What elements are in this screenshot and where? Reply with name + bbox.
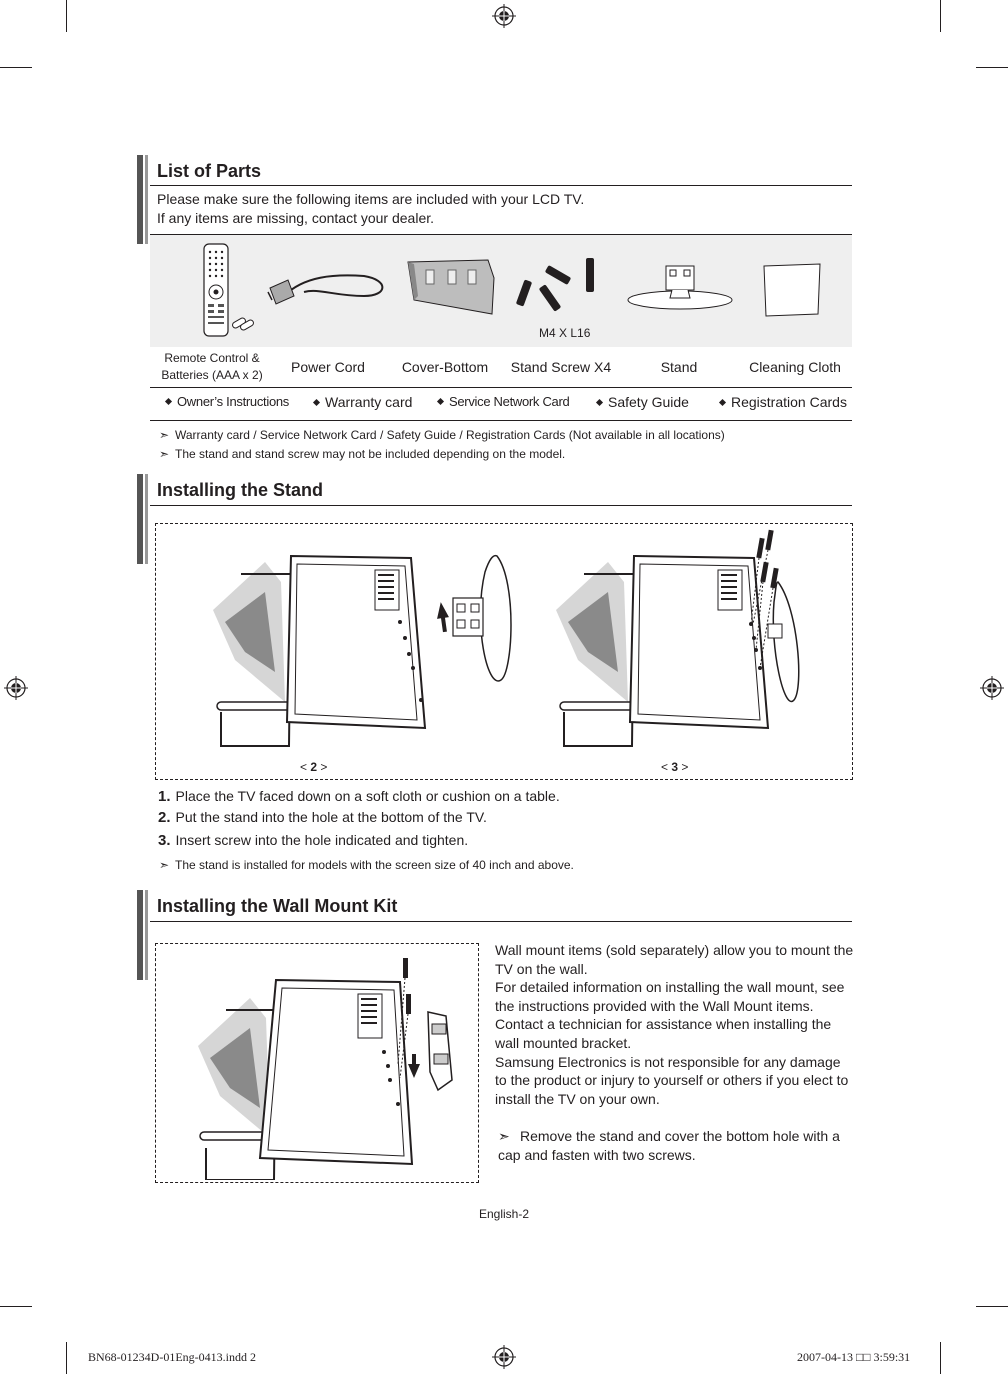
note-line: ➣ Remove the stand and cover the bottom hole with a cap and fasten with two screws. [498,1128,840,1163]
wall-mount-illustration [190,954,470,1180]
timestamp-slug: 2007-04-13 □□ 3:59:31 [797,1350,911,1364]
section-marker [145,890,148,980]
section-marker [145,474,148,564]
bullet-icon [719,399,726,406]
power-cord-icon [264,266,390,312]
document-item: Warranty card [314,394,412,410]
registration-mark-icon [492,4,516,28]
wall-mount-description [495,941,855,1108]
section-marker [145,155,148,244]
document-item: Registration Cards [720,394,847,410]
section-title: Installing the Stand [157,480,324,500]
part-label: Remote Control & Batteries (AAA x 2) [161,351,263,382]
screw-spec-label: M4 X L16 [539,326,591,340]
figure-caption: < 2 > [300,760,328,774]
instruction-step: 1. Place the TV faced down on a soft cloth or cushion on a table. [158,788,560,805]
page-number: English-2 [478,1207,530,1221]
part-label: Power Cord [291,359,365,375]
intro-line: If any items are missing, contact your dealer. [157,210,435,226]
remote-control-icon [196,242,258,338]
note-line: ➣ The stand is installed for models with the screen size of 40 inch and above. [159,858,574,872]
registration-mark-icon [492,1345,516,1369]
part-label: Stand Screw X4 [510,359,612,375]
part-label: Cleaning Cloth [749,359,841,375]
paragraph: Wall mount items (sold separately) allow you to mount the TV on the wall. [495,942,854,977]
crop-mark [976,67,1008,68]
stand-icon [626,262,734,312]
bullet-icon [596,399,603,406]
bullet-icon [437,398,444,405]
file-slug: BN68-01234D-01Eng-0413.indd 2 [88,1350,256,1364]
document-item: Owner’s Instructions [166,394,289,409]
note-arrow-icon: ➣ [159,858,170,872]
cover-bottom-icon [404,256,496,318]
stand-screw-icon [516,252,606,316]
document-item: Service Network Card [438,394,569,409]
section-marker [137,890,143,980]
section-marker [137,474,143,564]
figure-caption: < 3 > [661,760,689,774]
note-arrow-icon: ➣ [159,447,170,461]
crop-mark [66,0,67,32]
crop-mark [0,67,32,68]
instruction-step: 2. Put the stand into the hole at the bottom of the TV. [158,809,487,826]
crop-mark [976,1306,1008,1307]
stand-screw-illustration [548,528,808,748]
section-title: Installing the Wall Mount Kit [157,896,398,916]
section-rule [150,185,852,186]
stand-attach-illustration [205,552,515,748]
crop-mark [940,1342,941,1374]
bullet-icon [165,398,172,405]
bullet-icon [313,399,320,406]
paragraph: Samsung Electronics is not responsible for any damage to the product or injury to yourself or others if you elect to install the TV on your own. [495,1053,849,1107]
part-label: Cover-Bottom [401,359,489,375]
section-title: List of Parts [157,161,262,181]
instruction-step: 3. Insert screw into the hole indicated and tighten. [158,832,469,849]
registration-mark-icon [980,676,1004,700]
document-item: Safety Guide [597,394,689,410]
paragraph: For detailed information on installing the wall mount, see the instructions provided with the Wall Mount items. Contact a technician for assistance when installing the wall mounted bracket. [495,979,845,1051]
note-line: ➣ Warranty card / Service Network Card / Safety Guide / Registration Cards (Not available in all locations) [159,428,725,442]
registration-mark-icon [4,676,28,700]
note-arrow-icon: ➣ [159,428,170,442]
note-line: ➣ The stand and stand screw may not be included depending on the model. [159,447,566,461]
section-rule [150,505,852,506]
crop-mark [940,0,941,32]
section-marker [137,155,143,244]
crop-mark [0,1306,32,1307]
crop-mark [66,1342,67,1374]
part-label: Stand [660,359,698,375]
note-arrow-icon: ➣ [498,1128,510,1144]
section-rule [150,921,852,922]
table-rule [150,387,852,388]
table-rule [150,420,852,421]
intro-line: Please make sure the following items are included with your LCD TV. [157,191,585,207]
cleaning-cloth-icon [760,262,824,318]
